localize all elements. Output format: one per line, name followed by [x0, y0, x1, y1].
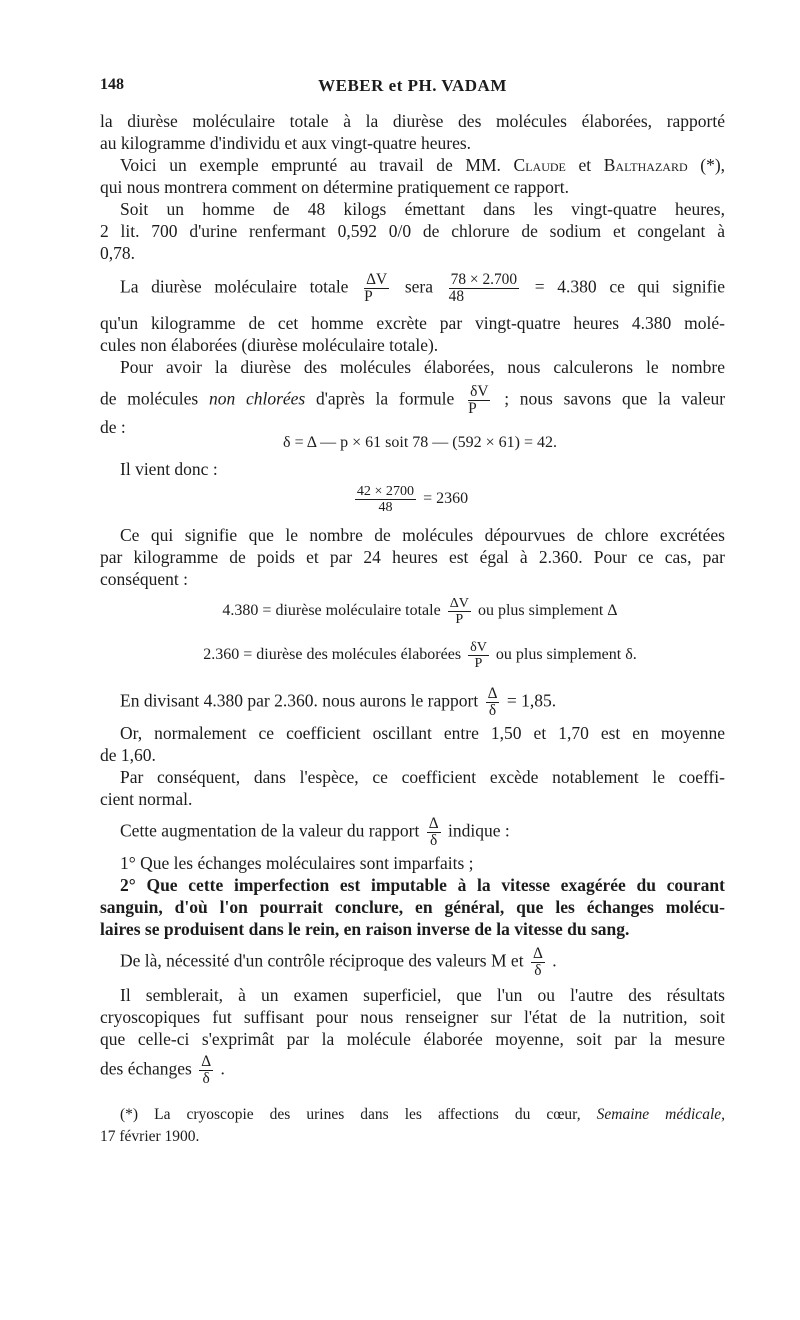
fraction: $\frac{\Delta}{\delta}$	[428, 815, 439, 850]
text-line: sanguin, d'où l'on pourrait conclure, en général, que les échanges molécu-	[100, 897, 725, 917]
text-line: conséquent :	[100, 569, 188, 589]
text-line: laires se produisent dans le rein, en raison inverse de la vitesse du sang.	[100, 919, 630, 939]
equation-delta: δ = Δ — p × 61 soit 78 — (592 × 61) = 42.	[283, 434, 557, 451]
text-line: cules non élaborées (diurèse moléculaire totale).	[100, 335, 439, 355]
fraction: $\frac{\Delta V}{P}$	[449, 595, 469, 627]
page-number: 148	[100, 76, 124, 93]
equation-calc: $\frac{42 \times 2700}{48}$ = 2360	[356, 483, 469, 515]
text-line: de :	[100, 417, 126, 437]
text-line: la diurèse moléculaire totale à la diurèse des molécules élaborées, rapporté	[100, 111, 725, 131]
text-line: qui nous montrera comment on détermine pratiquement ce rapport.	[100, 177, 569, 197]
text-line: Or, normalement ce coefficient oscillant entre 1,50 et 1,70 est en moyenne	[120, 723, 725, 743]
text-line: 1° Que les échanges moléculaires sont imparfaits ;	[120, 853, 474, 873]
text-line: que celle-ci s'exprimât par la molécule élaborée moyenne, soit par la mesure	[100, 1029, 725, 1049]
running-header	[100, 76, 725, 98]
text-line: par kilogramme de poids et par 24 heures est égal à 2.360. Pour ce cas, par	[100, 547, 725, 567]
text-line: Pour avoir la diurèse des molécules élaborées, nous calculerons le nombre	[120, 357, 725, 377]
equation-line: des échanges $\frac{\Delta}{\delta}$ .	[100, 1053, 225, 1088]
fraction: $\frac{42 \times 2700}{48}$	[356, 483, 415, 515]
text-line: Voici un exemple emprunté au travail de MM. Claude et Balthazard (*),	[120, 155, 726, 175]
text-line: cryoscopiques fut suffisant pour nous renseigner sur l'état de la nutrition, soit	[100, 1007, 725, 1027]
text-line: Soit un homme de 48 kilogs émettant dans les vingt-quatre heures,	[120, 199, 725, 219]
text-line: 2° Que cette imperfection est imputable à la vitesse exagérée du courant	[120, 875, 725, 895]
equation-line: De là, nécessité d'un contrôle réciproque des valeurs M et $\frac{\Delta}{\delta}$ .	[120, 945, 557, 980]
equation-elaborees: 2.360 = diurèse des molécules élaborées $\frac{\delta V}{P}$ ou plus simplement δ.	[203, 639, 637, 671]
text-line: au kilogramme d'individu et aux vingt-quatre heures.	[100, 133, 472, 153]
fraction: $\frac{\Delta}{\delta}$	[487, 685, 498, 720]
author-name: Balthazard	[603, 155, 688, 175]
fraction: $\frac{78 \times 2.700}{48}$	[448, 271, 518, 306]
footnote: (*) La cryoscopie des urines dans les affections du cœur, Semaine médicale,	[120, 1106, 726, 1123]
fraction: $\frac{\Delta V}{P}$	[364, 271, 388, 306]
equation-line: de molécules non chlorées d'après la formule $\frac{\delta V}{P}$ ; nous savons que la valeur	[100, 383, 726, 418]
equation-line: La diurèse moléculaire totale $\frac{\Delta V}{P}$ sera $\frac{78 \times 2.700}{48}$ = 4.380 ce qui signifie	[120, 271, 726, 306]
author-name: Claude	[513, 155, 566, 175]
text-line: Il vient donc :	[120, 459, 218, 479]
text-line: cient normal.	[100, 789, 193, 809]
equation-line: En divisant 4.380 par 2.360. nous aurons le rapport $\frac{\Delta}{\delta}$ = 1,85.	[120, 685, 557, 720]
text-line: 2 lit. 700 d'urine renfermant 0,592 0/0 de chlorure de sodium et congelant à	[100, 221, 725, 241]
text-line: 0,78.	[100, 243, 135, 263]
text-line: Ce qui signifie que le nombre de molécules dépourvues de chlore excrétées	[120, 525, 725, 545]
fraction: $\frac{\delta V}{P}$	[470, 639, 487, 671]
text-line: Il semblerait, à un examen superficiel, que l'un ou l'autre des résultats	[120, 985, 725, 1005]
fraction: $\frac{\Delta}{\delta}$	[532, 945, 543, 980]
text-line: de 1,60.	[100, 745, 156, 765]
footnote-date: 17 février 1900.	[100, 1128, 200, 1145]
fraction: $\frac{\Delta}{\delta}$	[201, 1053, 212, 1088]
running-title: WEBER et PH. VADAM	[318, 76, 507, 95]
text-line: Par conséquent, dans l'espèce, ce coefficient excède notablement le coeffi-	[120, 767, 725, 787]
fraction: $\frac{\delta V}{P}$	[468, 383, 489, 418]
equation-line: Cette augmentation de la valeur du rapport $\frac{\Delta}{\delta}$ indique :	[120, 815, 510, 850]
equation-total: 4.380 = diurèse moléculaire totale $\frac{\Delta V}{P}$ ou plus simplement Δ	[222, 595, 618, 627]
text-line: qu'un kilogramme de cet homme excrète par vingt-quatre heures 4.380 molé-	[100, 313, 725, 333]
